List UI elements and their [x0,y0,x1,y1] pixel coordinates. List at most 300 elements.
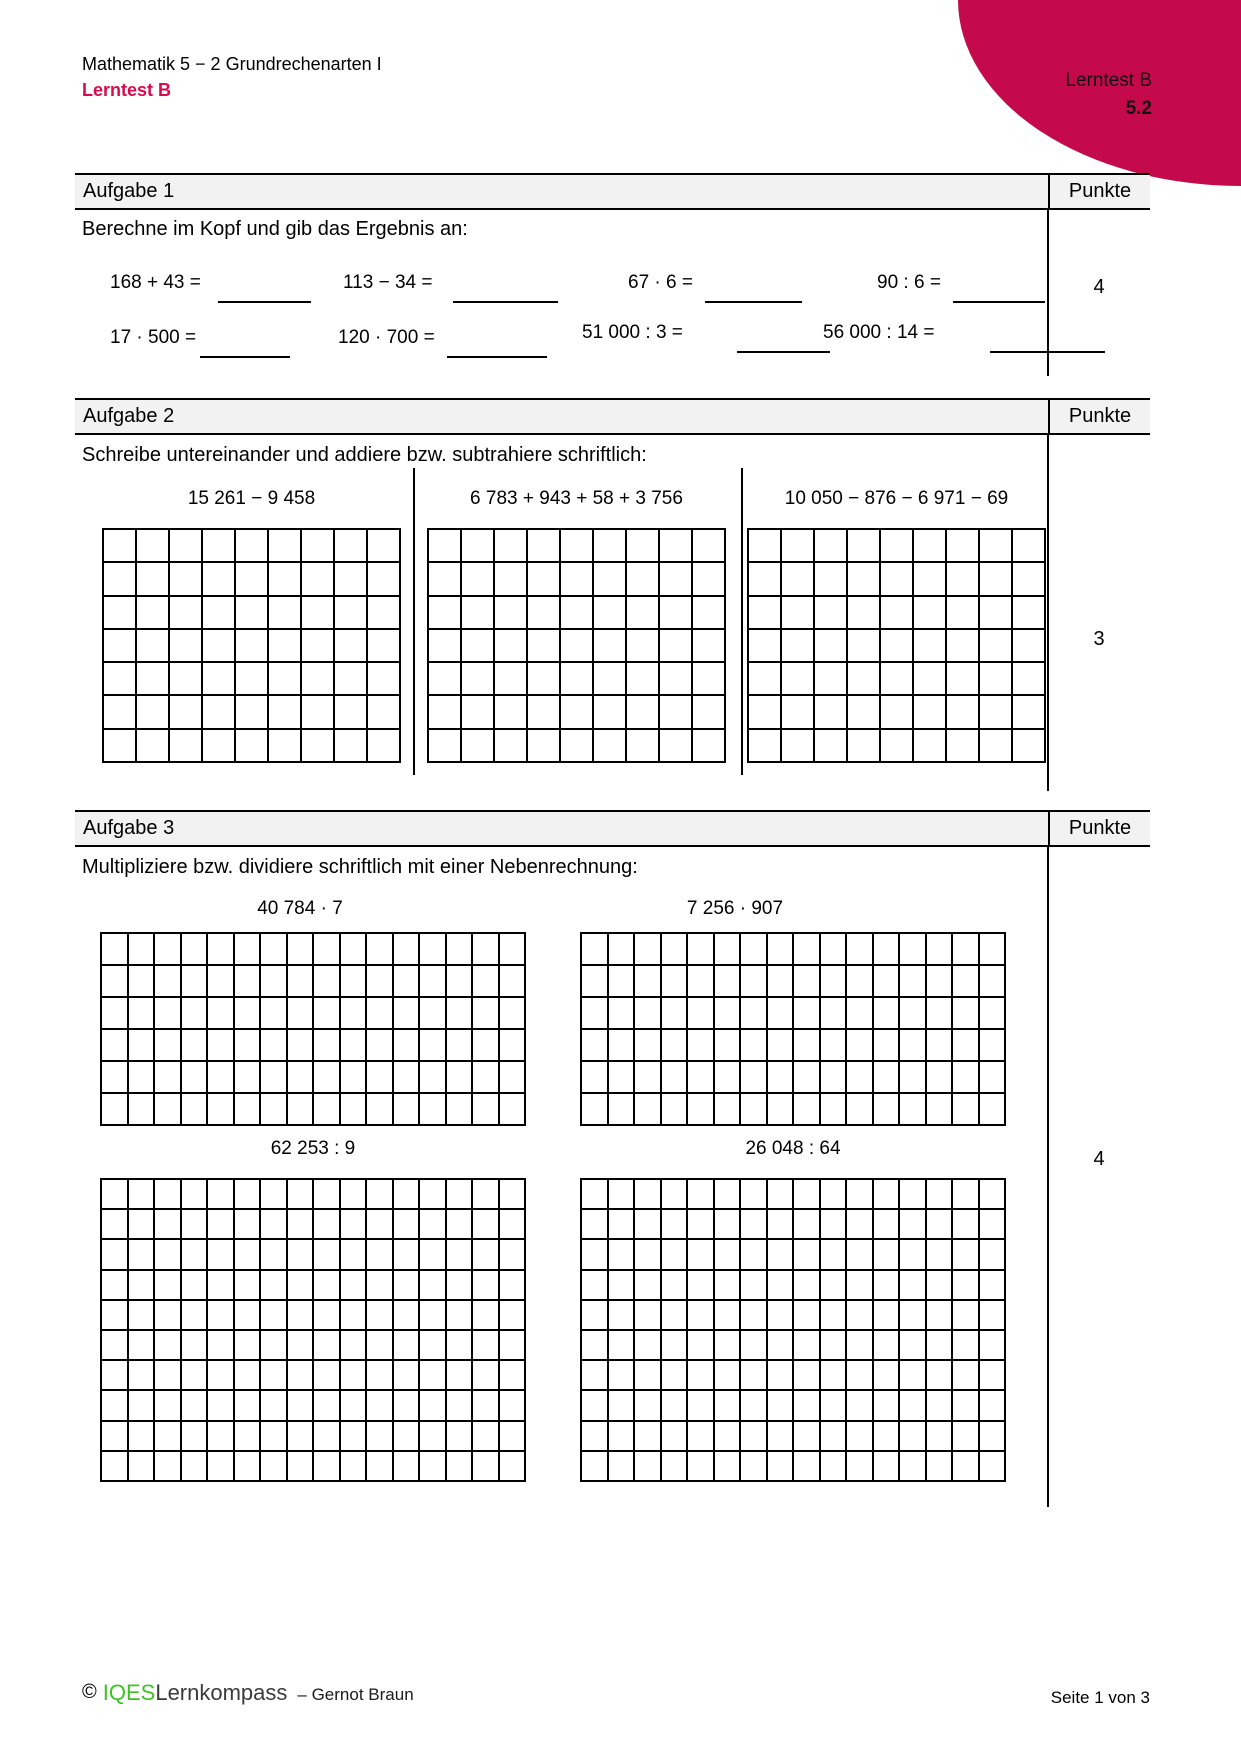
grid-cell [500,934,525,964]
grid-cell [261,1180,286,1208]
grid-cell [980,1361,1005,1389]
grid-cell [815,630,846,661]
grid-cell [335,563,366,594]
grid-cell [429,730,460,761]
grid-cell [261,1030,286,1060]
grid-cell [927,1301,952,1329]
grid-cell [561,630,592,661]
grid-cell [314,1180,339,1208]
grid-cell [794,1062,819,1092]
grid-cell [782,563,813,594]
grid-cell [394,966,419,996]
grid-cell [314,1331,339,1359]
grid-cell [129,1331,154,1359]
grid-cell [170,530,201,561]
grid-cell [302,630,333,661]
grid-cell [688,1331,713,1359]
grid-cell [314,1361,339,1389]
grid-cell [881,530,912,561]
grid-cell [715,1210,740,1238]
grid-cell [155,1361,180,1389]
grid-cell [874,1331,899,1359]
grid-cell [874,1240,899,1268]
section-2-points-divider [1047,435,1049,791]
grid-cell [429,696,460,727]
grid-cell [874,998,899,1028]
grid-cell [394,1271,419,1299]
answer-blank [447,356,547,358]
grid-cell [609,1391,634,1419]
grid-cell [609,1271,634,1299]
grid-cell [953,934,978,964]
grid-cell [635,1422,660,1450]
grid-cell [821,1391,846,1419]
grid-cell [847,1452,872,1480]
grid-cell [235,1331,260,1359]
grid-cell [874,1030,899,1060]
grid-cell [980,1180,1005,1208]
problem-expression: 56 000 : 14 = [823,322,935,343]
grid-cell [341,966,366,996]
grid-cell [947,563,978,594]
grid-cell [394,1361,419,1389]
grid-cell [104,530,135,561]
grid-cell [927,1062,952,1092]
grid-cell [155,1391,180,1419]
grid-cell [462,530,493,561]
grid-cell [495,530,526,561]
grid-cell [368,663,399,694]
grid-cell [782,663,813,694]
grid-cell [208,1391,233,1419]
grid-cell [635,1391,660,1419]
grid-cell [170,630,201,661]
grid-cell [693,530,724,561]
answer-blank [705,301,802,303]
grid-cell [980,1301,1005,1329]
grid-cell [155,1094,180,1124]
grid-cell [500,998,525,1028]
page-number: Seite 1 von 3 [1050,1688,1150,1707]
grid-cell [980,1452,1005,1480]
grid-cell [367,1180,392,1208]
grid-cell [302,530,333,561]
grid-cell [102,1094,127,1124]
grid-cell [182,1180,207,1208]
grid-cell [288,1210,313,1238]
grid-cell [182,1391,207,1419]
grid-cell [261,1391,286,1419]
grid-cell [528,730,559,761]
grid-cell [394,1062,419,1092]
grid-cell [341,1180,366,1208]
grid-cell [741,966,766,996]
grid-cell [900,1452,925,1480]
grid-cell [208,1422,233,1450]
grid-cell [302,663,333,694]
grid-cell [341,998,366,1028]
grid-cell [1013,563,1044,594]
grid-cell [821,1180,846,1208]
grid-cell [288,1422,313,1450]
grid-cell [662,1062,687,1092]
grid-cell [874,1271,899,1299]
problem-label: 10 050 − 876 − 6 971 − 69 [784,488,1009,509]
grid-cell [155,1062,180,1092]
grid-cell [794,1301,819,1329]
grid-cell [155,1030,180,1060]
grid-cell [794,966,819,996]
column-divider [741,468,743,775]
grid-cell [203,563,234,594]
grid-cell [1013,663,1044,694]
grid-cell [715,1240,740,1268]
section-2-punkte-label: Punkte [1048,400,1150,433]
grid-cell [208,1180,233,1208]
grid-cell [155,1301,180,1329]
grid-cell [741,1062,766,1092]
grid-cell [662,1331,687,1359]
problem-expression: 113 − 34 = [343,272,433,293]
grid-cell [447,1030,472,1060]
grid-cell [609,934,634,964]
grid-cell [302,696,333,727]
grid-cell [627,563,658,594]
section-2-points-value: 3 [1093,628,1105,650]
grid-cell [447,1210,472,1238]
grid-cell [102,1030,127,1060]
grid-cell [782,630,813,661]
grid-cell [314,1422,339,1450]
grid-cell [768,966,793,996]
grid-cell [182,1030,207,1060]
grid-cell [462,597,493,628]
grid-cell [447,966,472,996]
answer-blank [953,301,1045,303]
grid-cell [715,1180,740,1208]
grid-cell [288,998,313,1028]
grid-cell [881,630,912,661]
grid-cell [900,1180,925,1208]
grid-cell [235,1452,260,1480]
grid-cell [129,1361,154,1389]
grid-cell [235,1391,260,1419]
grid-cell [269,663,300,694]
grid-cell [927,934,952,964]
grid-cell [821,1271,846,1299]
grid-cell [236,663,267,694]
grid-cell [953,1180,978,1208]
grid-cell [288,1301,313,1329]
grid-cell [182,966,207,996]
grid-cell [137,597,168,628]
grid-cell [473,1391,498,1419]
grid-cell [269,730,300,761]
grid-cell [900,1361,925,1389]
grid-cell [927,1210,952,1238]
grid-cell [768,998,793,1028]
grid-cell [715,1391,740,1419]
grid-cell [1013,730,1044,761]
grid-cell [102,966,127,996]
grid-cell [473,1361,498,1389]
grid-cell [314,1210,339,1238]
grid-cell [980,630,1011,661]
grid-cell [129,1240,154,1268]
grid-cell [741,1271,766,1299]
grid-cell [495,663,526,694]
grid-cell [582,1361,607,1389]
grid-cell [102,998,127,1028]
grid-cell [182,1240,207,1268]
grid-cell [473,998,498,1028]
grid-cell [129,998,154,1028]
grid-cell [874,1301,899,1329]
grid-cell [927,1094,952,1124]
grid-cell [155,1210,180,1238]
grid-cell [473,1331,498,1359]
grid-cell [914,630,945,661]
grid-cell [881,730,912,761]
grid-cell [367,966,392,996]
grid-cell [927,1452,952,1480]
grid-cell [367,1452,392,1480]
grid-cell [660,696,691,727]
grid-cell [662,1210,687,1238]
grid-cell [980,998,1005,1028]
grid-cell [582,1240,607,1268]
section-1-instruction: Berechne im Kopf und gib das Ergebnis an: [82,218,468,240]
grid-cell [821,1361,846,1389]
grid-cell [900,1331,925,1359]
grid-cell [914,597,945,628]
grid-cell [693,663,724,694]
grid-cell [367,1422,392,1450]
grid-cell [314,1452,339,1480]
grid-cell [447,1391,472,1419]
grid-cell [741,998,766,1028]
grid-cell [137,530,168,561]
grid-cell [394,1422,419,1450]
grid-cell [953,1331,978,1359]
grid-cell [182,998,207,1028]
grid-cell [953,1240,978,1268]
grid-cell [715,1422,740,1450]
grid-cell [261,1301,286,1329]
grid-cell [447,1271,472,1299]
grid-cell [688,934,713,964]
grid-cell [715,1361,740,1389]
grid-cell [662,1240,687,1268]
grid-cell [155,1271,180,1299]
section-1-points-value: 4 [1093,276,1105,298]
grid-cell [821,1210,846,1238]
grid-cell [693,630,724,661]
grid-cell [914,530,945,561]
grid-cell [235,1271,260,1299]
grid-cell [794,1331,819,1359]
course-title: Mathematik 5 − 2 Grundrechenarten I [82,54,382,74]
grid-cell [980,663,1011,694]
grid-cell [582,1331,607,1359]
grid-cell [874,966,899,996]
column-divider [413,468,415,775]
grid-cell [561,696,592,727]
grid-cell [815,563,846,594]
grid-cell [662,966,687,996]
grid-cell [874,1094,899,1124]
grid-cell [368,563,399,594]
grid-cell [104,696,135,727]
grid-cell [447,1331,472,1359]
grid-cell [288,1331,313,1359]
grid-cell [367,1210,392,1238]
grid-cell [794,1391,819,1419]
grid-cell [208,1094,233,1124]
grid-cell [420,1030,445,1060]
grid-cell [500,1422,525,1450]
grid-cell [741,1361,766,1389]
grid-cell [874,1062,899,1092]
grid-cell [208,1452,233,1480]
grid-cell [288,1180,313,1208]
grid-cell [609,998,634,1028]
grid-cell [104,563,135,594]
grid-cell [594,663,625,694]
grid-cell [208,1301,233,1329]
grid-cell [269,563,300,594]
grid-cell [688,1180,713,1208]
grid-cell [236,630,267,661]
grid-cell [473,1094,498,1124]
grid-cell [749,663,780,694]
grid-cell [288,966,313,996]
grid-cell [927,1422,952,1450]
grid-cell [609,1180,634,1208]
grid-cell [335,597,366,628]
grid-cell [335,730,366,761]
grid-cell [261,934,286,964]
grid-cell [741,1240,766,1268]
grid-cell [429,630,460,661]
grid-cell [749,630,780,661]
grid-cell [102,1452,127,1480]
grid-cell [473,1452,498,1480]
grid-cell [848,597,879,628]
grid-cell [927,1331,952,1359]
grid-cell [609,1361,634,1389]
grid-cell [335,530,366,561]
grid-cell [848,730,879,761]
grid-cell [980,563,1011,594]
grid-cell [235,1062,260,1092]
grid-cell [594,696,625,727]
grid-cell [236,563,267,594]
grid-cell [367,1361,392,1389]
corner-badge-text [1065,70,1152,120]
grid-cell [768,1180,793,1208]
grid-cell [947,663,978,694]
grid-cell [155,1422,180,1450]
grid-cell [582,1030,607,1060]
grid-cell [953,1210,978,1238]
grid-cell [782,530,813,561]
section-2-header [75,398,1150,435]
grid-cell [900,998,925,1028]
grid-cell [980,1391,1005,1419]
grid-cell [582,1391,607,1419]
grid-cell [662,998,687,1028]
grid-cell [660,563,691,594]
grid-cell [688,1062,713,1092]
grid-cell [847,934,872,964]
grid-cell [794,1452,819,1480]
grid-cell [500,1361,525,1389]
grid-cell [288,1391,313,1419]
grid-cell [155,1452,180,1480]
grid-cell [953,1301,978,1329]
grid-cell [561,530,592,561]
grid-cell [794,1361,819,1389]
grid-cell [980,530,1011,561]
section-3-points-divider [1047,847,1049,1507]
grid-cell [980,1240,1005,1268]
grid-cell [953,1361,978,1389]
grid-cell [208,1361,233,1389]
grid-cell [768,1391,793,1419]
grid-cell [335,630,366,661]
grid-cell [947,597,978,628]
grid-cell [715,1452,740,1480]
grid-cell [473,1062,498,1092]
grid-cell [847,1062,872,1092]
grid-cell [847,1240,872,1268]
grid-cell [473,1030,498,1060]
grid-cell [561,663,592,694]
grid-cell [394,1452,419,1480]
grid-cell [155,1180,180,1208]
grid-cell [528,663,559,694]
grid-cell [900,1094,925,1124]
grid-cell [235,1240,260,1268]
grid-cell [768,1361,793,1389]
grid-cell [794,1240,819,1268]
grid-cell [900,1422,925,1450]
grid-cell [609,1210,634,1238]
grid-cell [500,1062,525,1092]
grid-cell [235,1301,260,1329]
grid-cell [129,1210,154,1238]
grid-cell [635,1331,660,1359]
grid-cell [609,1331,634,1359]
grid-cell [102,1271,127,1299]
grid-cell [102,1361,127,1389]
brand-iqes: IQES [102,1680,156,1705]
grid-cell [582,1301,607,1329]
grid-cell [609,1240,634,1268]
grid-cell [847,1391,872,1419]
grid-cell [208,966,233,996]
grid-cell [261,1452,286,1480]
grid-cell [635,1180,660,1208]
grid-cell [815,696,846,727]
grid-cell [582,1271,607,1299]
grid-cell [815,597,846,628]
grid-cell [662,1271,687,1299]
grid-cell [953,1422,978,1450]
grid-cell [367,998,392,1028]
copyright-icon: © [82,1681,97,1703]
